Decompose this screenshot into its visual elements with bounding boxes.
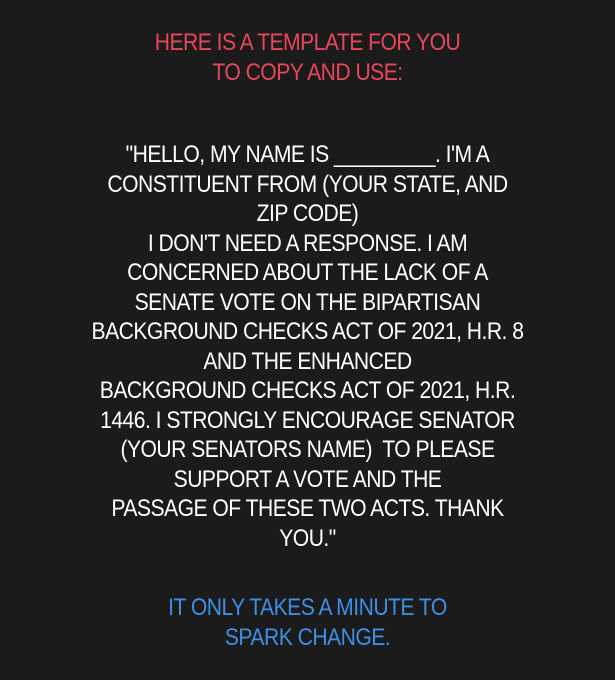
template-line: BACKGROUND CHECKS ACT OF 2021, H.R.	[99, 377, 516, 404]
header-text	[0, 28, 615, 87]
template-line: CONSTITUENT FROM (YOUR STATE, AND	[107, 170, 508, 198]
template-line: (YOUR SENATORS NAME) TO PLEASE	[120, 436, 495, 463]
call-to-action	[0, 593, 615, 652]
template-line: BACKGROUND CHECKS ACT OF 2021, H.R. 8	[91, 318, 524, 345]
template-line: ZIP CODE)	[256, 200, 359, 227]
header-line: TO COPY AND USE:	[212, 58, 403, 86]
template-line: SUPPORT A VOTE AND THE	[173, 465, 442, 493]
template-message	[0, 140, 615, 553]
template-line: "HELLO, MY NAME IS _________. I'M A	[125, 141, 490, 168]
template-line: AND THE ENHANCED	[203, 347, 412, 375]
template-line: PASSAGE OF THESE TWO ACTS. THANK	[111, 495, 504, 522]
template-line: 1446. I STRONGLY ENCOURAGE SENATOR	[100, 406, 515, 434]
header-line: HERE IS A TEMPLATE FOR YOU	[154, 29, 461, 56]
footer-line: IT ONLY TAKES A MINUTE TO	[168, 594, 447, 621]
template-line: YOU."	[279, 524, 336, 552]
template-line: SENATE VOTE ON THE BIPARTISAN	[134, 288, 481, 316]
footer-line: SPARK CHANGE.	[224, 623, 391, 651]
template-line: CONCERNED ABOUT THE LACK OF A	[127, 259, 488, 286]
template-line: I DON'T NEED A RESPONSE. I AM	[147, 229, 468, 257]
